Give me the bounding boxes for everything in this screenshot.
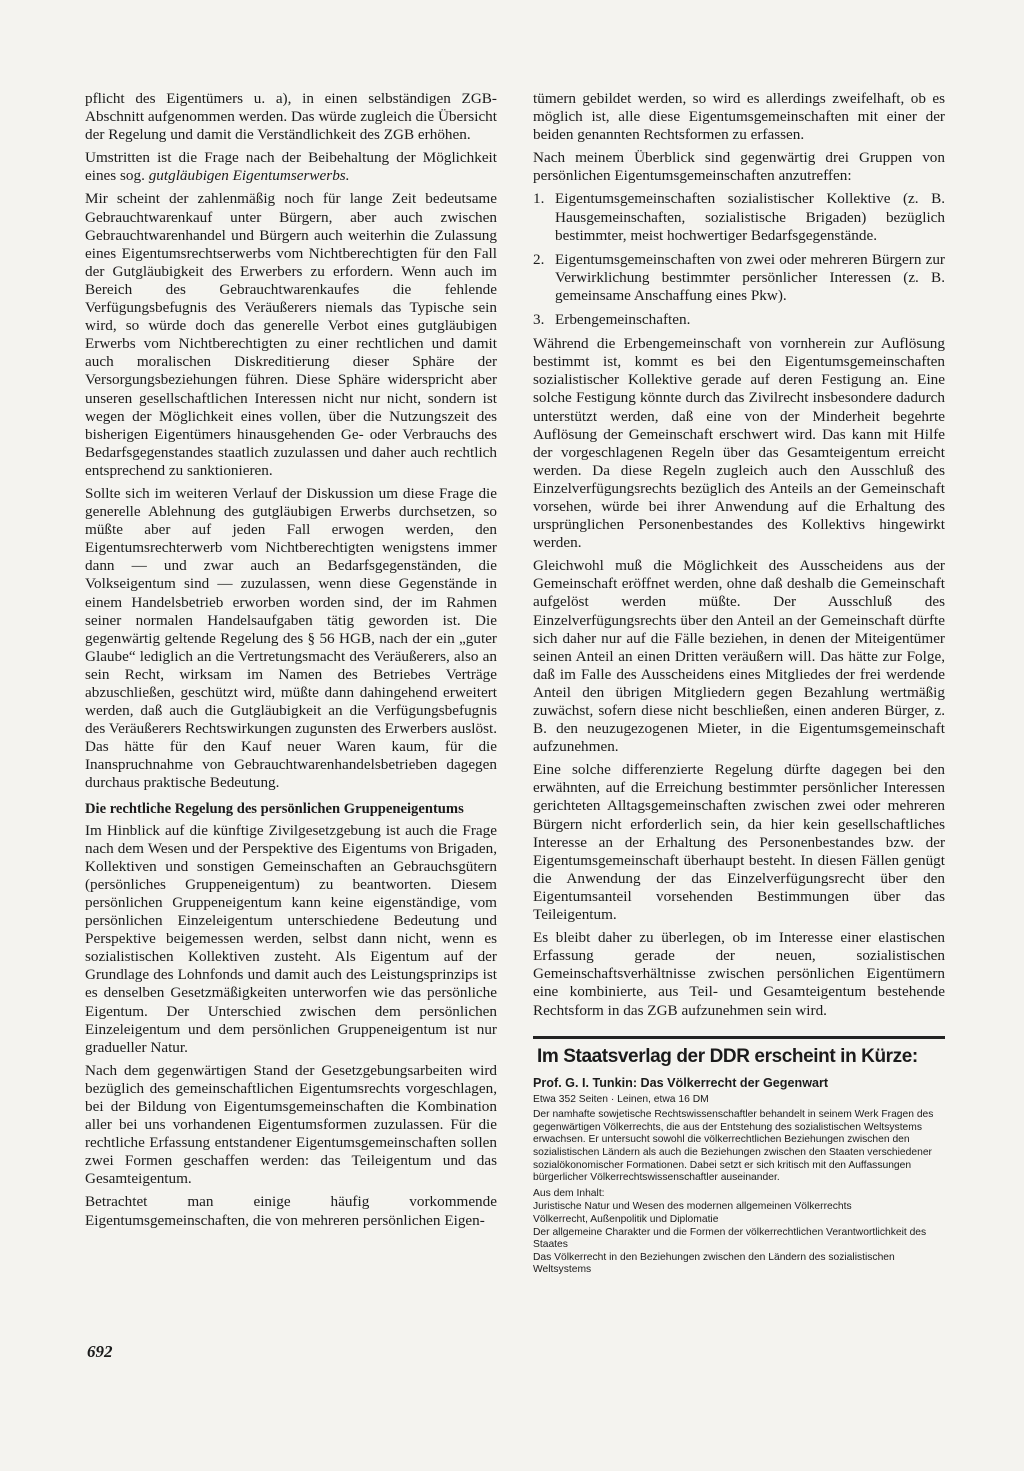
list-text: Eigentumsgemeinschaften sozialistischer Kollektive (z. B. Hausgemeinschaften, sozialistische Brigaden) bezüglich bestimmter, meist hochwertiger Bedarfsgegenstände.	[555, 190, 945, 244]
paragraph: tümern gebildet werden, so wird es allerdings zweifelhaft, ob es möglich ist, alle diese Eigentumsgemeinschaften mit einer der beiden genannten Rechtsformen zu erfassen.	[533, 90, 945, 144]
list-item	[533, 190, 945, 244]
list-number: 3.	[533, 311, 545, 329]
list-item	[533, 251, 945, 305]
paragraph: Eine solche differenzierte Regelung dürfte dagegen bei den erwähnten, auf die Erreichung bestimmter persönlicher Interessen gerichteten Alltagsgemeinschaften zwischen zwei oder mehreren Bürgern nicht erforderlich sein, da hier kein gesellschaftliches Interesse an der Erhaltung des Personenbestandes bzw. der Eigentumsgemeinschaft überhaupt besteht. In diesen Fällen genügt die Anwendung der das Einzelverfügungsrecht über den Eigentumsanteil vorsehenden Bestimmungen über das Teileigentum.	[533, 761, 945, 924]
contents-item: Völkerrecht, Außenpolitik und Diplomatie	[533, 1213, 719, 1225]
paragraph: Sollte sich im weiteren Verlauf der Diskussion um diese Frage die generelle Ablehnung des gutgläubigen Erwerbs durchsetzen, so müßte aber auf jeden Fall erwogen werden, den Eigentumsrechterwerb vom Nichtberechtigten wenigstens immer dann — und zwar auch an Bedarfsgegenständen, die Volkseigentum sind — zuzulassen, wenn diese Gegenstände in einem Handelsbetrieb erworben worden sind, der im Rahmen seiner normalen Handelsaufgaben tätig geworden ist. Die gegenwärtig geltende Regelung des § 56 HGB, nach der ein „guter Glaube“ lediglich an die Vertretungsmacht des Veräußerers, also an sein Recht, wirksam im Namen des Betriebes Verträge abzuschließen, geschützt wird, müßte dann dahingehend erweitert werden, daß auch die Gutgläubigkeit an die Verfügungsbefugnis des Veräußerers Rechtswirkungen zugunsten des Erwerbers auslöst. Das hätte für den Kauf neuer Waren kaum, für die Inanspruchnahme von Gebrauchtwarenhandelsbetrieben dagegen durchaus praktische Bedeutung.	[85, 484, 497, 792]
paragraph: Es bleibt daher zu überlegen, ob im Interesse einer elastischen Erfassung gerade der neuen, sozialistischen Gemeinschaftsverhältnisse zwischen persönlichen Eigentümern eine kombinierte, aus Teil- und Gesamteigentum bestehende Rechtsform in das ZGB aufzunehmen sein wird.	[533, 929, 945, 1019]
list-number: 1.	[533, 190, 545, 208]
list-item	[533, 311, 945, 329]
list-text: Erbengemeinschaften.	[555, 311, 691, 329]
paragraph: Betrachtet man einige häufig vorkommende Eigentumsgemeinschaften, die von mehreren persönlichen Eigen-	[85, 1193, 497, 1229]
contents-label: Aus dem Inhalt:	[533, 1187, 605, 1199]
paragraph: Nach dem gegenwärtigen Stand der Gesetzgebungsarbeiten wird bezüglich des gemeinschaftlichen Eigentumsrechts vorgeschlagen, bei der Bildung von Eigentumsgemeinschaften die Kombination aller bei uns vorhandenen Eigentumsformen zuzulassen. Für die rechtliche Erfassung entstandener Eigentumsgemeinschaften sollen zwei Formen geschaffen werden: das Teileigentum und das Gesamteigentum.	[85, 1061, 497, 1188]
paragraph	[85, 149, 497, 185]
list-number: 2.	[533, 250, 545, 268]
publisher-announcement	[533, 1045, 945, 1277]
paragraph: Nach meinem Überblick sind gegenwärtig drei Gruppen von persönlichen Eigentumsgemeinschaften anzutreffen:	[533, 149, 945, 185]
book-title: Prof. G. I. Tunkin: Das Völkerrecht der Gegenwart	[533, 1075, 829, 1090]
divider	[533, 1036, 945, 1039]
paragraph: Während die Erbengemeinschaft von vornherein zur Auflösung bestimmt ist, kommt es bei den Eigentumsgemeinschaften sozialistischer Kollektive gerade auf deren Festigung an. Eine solche Festigung könnte durch das Zivilrecht insbesondere dadurch unterstützt werden, daß eine von der Minderheit begehrte Auflösung der Gemeinschaft erschwert wird. Das kann mit Hilfe der vorgeschlagenen Regeln über das Gesamteigentum erreicht werden. Da diese Regeln zugleich auch den Ausschluß des Einzelverfügungsrechts bezüglich des Anteils an der Gemeinschaft vorsehen, würde bei ihrer Anwendung auf die Erhaltung des ursprünglichen Personenbestandes des Kollektivs hingewirkt werden.	[533, 335, 945, 552]
paragraph: Im Hinblick auf die künftige Zivilgesetzgebung ist auch die Frage nach dem Wesen und der Perspektive des Eigentums von Brigaden, Kollektiven und sonstigen Gemeinschaften an Gebrauchsgütern (persönliches Gruppeneigentum) zu beantworten. Diesem persönlichen Gruppeneigentum kann keine eigenständige, vom persönlichen Einzeleigentum unterschiedene Bedeutung und Perspektive beigemessen werden, selbst dann nicht, wenn es sozialistischen Kollektiven zusteht. Als Eigentum auf der Grundlage des Lohnfonds und damit auch des Leistungsprinzips ist es denselben Gesetzmäßigkeiten unterworfen wie das persönliche Eigentum. Der Unterschied zwischen dem persönlichen Einzeleigentum und dem persönlichen Gruppeneigentum ist nur gradueller Natur.	[85, 821, 497, 1056]
emphasis-text: gutgläubigen Eigentumserwerbs.	[148, 167, 350, 185]
paragraph: Gleichwohl muß die Möglichkeit des Ausscheidens aus der Gemeinschaft eröffnet werden, ohne daß deshalb die Gemeinschaft aufgelöst werden müßte. Der Ausschluß des Einzelverfügungsrechts über den Anteil an der Gemeinschaft dürfte sich daher nur auf die Fälle beziehen, in denen der Miteigentümer seinen Anteil an einen Dritten veräußern will. Das hätte zur Folge, daß im Falle des Ausscheidens eines Mitgliedes der frei werdende Anteil den übrigen Mitgliedern gegen Bezahlung wertmäßig zuwächst, sofern diese nicht beschließen, einen anderen Bürger, z. B. den neuzugezogenen Mieter, in die Eigentumsgemeinschaft aufzunehmen.	[533, 557, 945, 756]
paragraph: pflicht des Eigentümers u. a), in einen selbständigen ZGB-Abschnitt aufgenommen werden. Das würde zugleich die Übersicht der Regelung und damit die Verständlichkeit des ZGB erhöhen.	[85, 90, 497, 144]
book-details: Etwa 352 Seiten · Leinen, etwa 16 DM	[533, 1093, 709, 1105]
right-column	[533, 90, 945, 1277]
book-description: Der namhafte sowjetische Rechtswissenschaftler behandelt in seinem Werk Fragen des gegenwärtigen Völkerrechts, die aus der Entstehung des sozialistischen Weltsystems erwachsen. Er untersucht sowohl die völkerrechtlichen Beziehungen zwischen den sozialistischen Ländern als auch die Beziehungen zwischen den Staaten verschiedener sozialökonomischer Formationen. Dabei setzt er sich kritisch mit den Auffassungen bürgerlicher Völkerrechtswissenschaftler auseinander.	[533, 1109, 934, 1184]
contents-item: Der allgemeine Charakter und die Formen der völkerrechtlichen Verantwortlichkeit des Staates	[533, 1226, 927, 1251]
group-list	[533, 190, 945, 329]
page-number: 692	[87, 1342, 113, 1361]
left-column	[85, 90, 497, 1235]
contents-item: Das Völkerrecht in den Beziehungen zwischen den Ländern des sozialistischen Weltsystems	[533, 1251, 895, 1276]
paragraph: Mir scheint der zahlenmäßig noch für lange Zeit bedeutsame Gebrauchtwarenkauf unter Bürgern, aber auch zwischen Gebrauchtwarenhandel und Bürgern auch weiterhin die Zulassung eines Eigentumsrechtserwerbs vom Nichtberechtigten für den Fall der Gutgläubigkeit des Erwerbers zu erfordern. Wenn auch im Bereich des Gebrauchtwarenkaufes die fehlende Verfügungsbefugnis des Veräußerers niemals das Typische sein wird, so würde doch das generelle Verbot eines gutgläubigen Erwerbs vom Nichtberechtigten zu einer rechtlichen und damit auch moralischen Diskreditierung dieser Sphäre der Versorgungsbeziehungen führen. Diese Sphäre widerspricht aber unseren gesellschaftlichen Interessen nicht nur nicht, sondern ist wegen der Möglichkeit eines vollen, über die Nutzungszeit des bisherigen Eigentümers hinausgehenden Ge- oder Verbrauchs des Bedarfsgegenstandes staatlich zuzulassen und daher auch rechtlich entsprechend zu sanktionieren.	[85, 190, 497, 479]
list-text: Eigentumsgemeinschaften von zwei oder mehreren Bürgern zur Verwirklichung bestimmter persönlicher Interessen (z. B. gemeinsame Anschaffung eines Pkw).	[555, 250, 945, 304]
section-heading: Die rechtliche Regelung des persönlichen Gruppeneigentums	[85, 800, 464, 817]
announcement-title: Im Staatsverlag der DDR erscheint in Kürze:	[537, 1045, 918, 1067]
contents-item: Juristische Natur und Wesen des modernen allgemeinen Völkerrechts	[533, 1201, 852, 1213]
paragraph-text: Umstritten ist die Frage nach der Beibehaltung der Möglichkeit eines sog.	[85, 149, 497, 185]
